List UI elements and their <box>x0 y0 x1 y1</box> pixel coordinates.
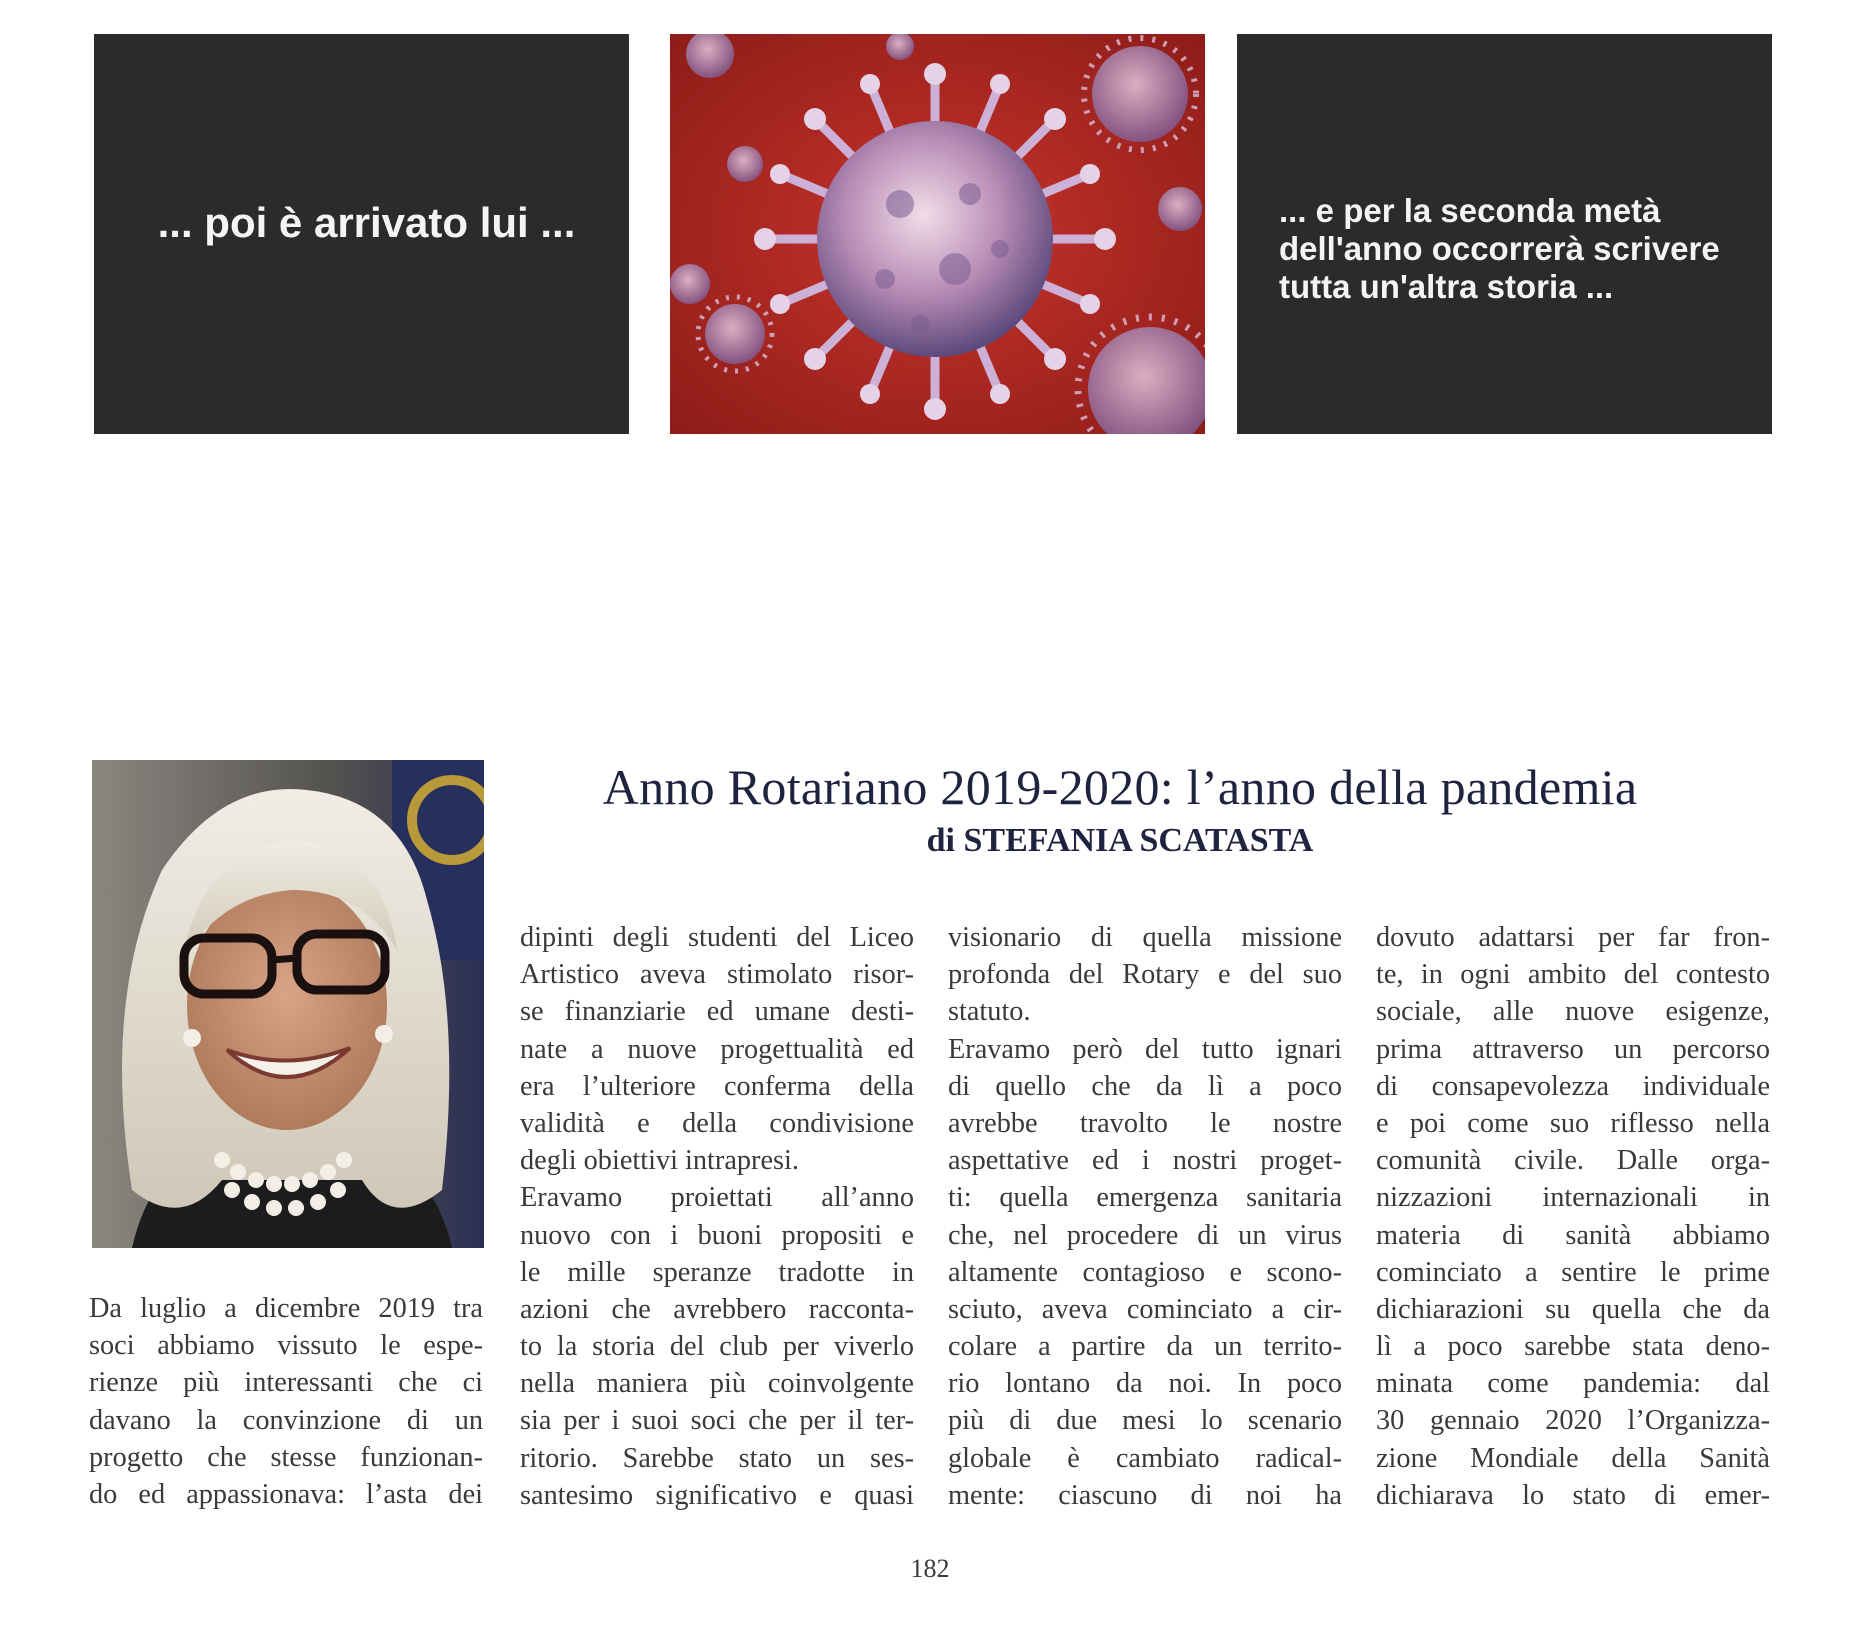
text-line: nate a nuove progettualità ed <box>520 1033 914 1065</box>
text-line: dipinti degli studenti del Liceo <box>520 922 914 953</box>
text-column-1 <box>89 1290 483 1513</box>
outro-slide-text <box>1279 192 1720 306</box>
text-line: nizzazioni internazionali in <box>1376 1182 1770 1214</box>
text-line: Eravamo proiettati all’anno <box>520 1182 914 1214</box>
text-line: sia per i suoi soci che per il ter- <box>520 1405 914 1437</box>
outro-line: ... e per la seconda metà <box>1279 192 1661 229</box>
text-line: prima attraverso un percorso <box>1376 1033 1770 1065</box>
author-photo <box>92 760 484 1248</box>
text-line: te, in ogni ambito del contesto <box>1376 959 1770 991</box>
page-number: 182 <box>910 1554 950 1583</box>
text-line: e poi come suo riflesso nella <box>1376 1107 1770 1139</box>
text-line: se finanziarie ed umane desti- <box>520 996 914 1028</box>
text-line: rio lontano da noi. In poco <box>948 1368 1342 1400</box>
text-line: to la storia del club per viverlo <box>520 1331 914 1363</box>
text-line: dichiarava lo stato di emer- <box>1376 1479 1770 1511</box>
text-line: santesimo significativo e quasi <box>520 1479 914 1511</box>
virus-illustration-icon <box>670 34 1205 434</box>
text-line: sciuto, aveva cominciato a cir- <box>948 1293 1342 1325</box>
outro-slide-panel <box>1237 34 1772 434</box>
text-line: Da luglio a dicembre 2019 tra <box>89 1293 483 1324</box>
text-line: dichiarazioni su quella che da <box>1376 1293 1770 1325</box>
text-line: altamente contagioso e scono- <box>948 1256 1342 1288</box>
outro-line: dell'anno occorrerà scrivere <box>1279 230 1720 267</box>
text-line: nella maniera più coinvolgente <box>520 1368 914 1400</box>
text-line: dovuto adattarsi per far fron- <box>1376 922 1770 953</box>
text-line: mente: ciascuno di noi ha <box>948 1479 1342 1511</box>
text-line: zione Mondiale della Sanità <box>1376 1442 1770 1474</box>
text-line: 30 gennaio 2020 l’Organizza- <box>1376 1405 1770 1437</box>
text-line: aspettative ed i nostri proget- <box>948 1145 1342 1177</box>
article-title: Anno Rotariano 2019-2020: l’anno della pandemia <box>602 759 1638 815</box>
text-line: degli obiettivi intrapresi. <box>520 1145 799 1177</box>
text-line: era l’ulteriore conferma della <box>520 1070 914 1102</box>
text-line: statuto. <box>948 996 1031 1028</box>
intro-slide-panel <box>94 34 629 434</box>
text-column-3 <box>948 919 1342 1514</box>
text-line: visionario di quella missione <box>948 922 1342 953</box>
text-line: di quello che da lì a poco <box>948 1070 1342 1102</box>
text-line: avrebbe travolto le nostre <box>948 1107 1342 1139</box>
text-line: di consapevolezza individuale <box>1376 1070 1770 1102</box>
text-line: minata come pandemia: dal <box>1376 1368 1770 1400</box>
text-line: comunità civile. Dalle orga- <box>1376 1145 1770 1177</box>
text-line: davano la convinzione di un <box>89 1404 483 1436</box>
text-line: lì a poco sarebbe stata deno- <box>1376 1331 1770 1363</box>
text-line: validità e della condivisione <box>520 1107 914 1139</box>
text-line: globale è cambiato radical- <box>948 1442 1342 1474</box>
text-line: più di due mesi lo scenario <box>948 1405 1342 1437</box>
text-line: nuovo con i buoni propositi e <box>520 1219 914 1251</box>
article-byline: di STEFANIA SCATASTA <box>926 822 1314 859</box>
text-line: colare a partire da un territo- <box>948 1331 1342 1363</box>
text-line: do ed appassionava: l’asta dei <box>89 1478 483 1510</box>
text-line: materia di sanità abbiamo <box>1376 1219 1770 1251</box>
text-line: Eravamo però del tutto ignari <box>948 1033 1342 1065</box>
text-line: sociale, alle nuove esigenze, <box>1376 996 1770 1028</box>
intro-slide-text: ... poi è arrivato lui ... <box>157 199 576 246</box>
text-line: che, nel procedere di un virus <box>948 1219 1342 1251</box>
virus-image <box>670 34 1205 434</box>
text-column-4 <box>1376 919 1770 1514</box>
text-line: le mille speranze tradotte in <box>520 1256 914 1288</box>
text-line: rienze più interessanti che ci <box>89 1367 483 1399</box>
text-line: azioni che avrebbero racconta- <box>520 1293 914 1325</box>
text-column-2 <box>520 919 914 1514</box>
text-line: progetto che stesse funzionan- <box>89 1441 483 1473</box>
text-line: cominciato a sentire le prime <box>1376 1256 1770 1288</box>
text-line: ti: quella emergenza sanitaria <box>948 1182 1342 1214</box>
text-line: Artistico aveva stimolato risor- <box>520 959 914 991</box>
author-portrait-icon <box>92 760 484 1248</box>
outro-line: tutta un'altra storia ... <box>1279 268 1614 305</box>
text-line: ritorio. Sarebbe stato un ses- <box>520 1442 914 1474</box>
text-line: profonda del Rotary e del suo <box>948 959 1342 991</box>
text-line: soci abbiamo vissuto le espe- <box>89 1330 483 1362</box>
